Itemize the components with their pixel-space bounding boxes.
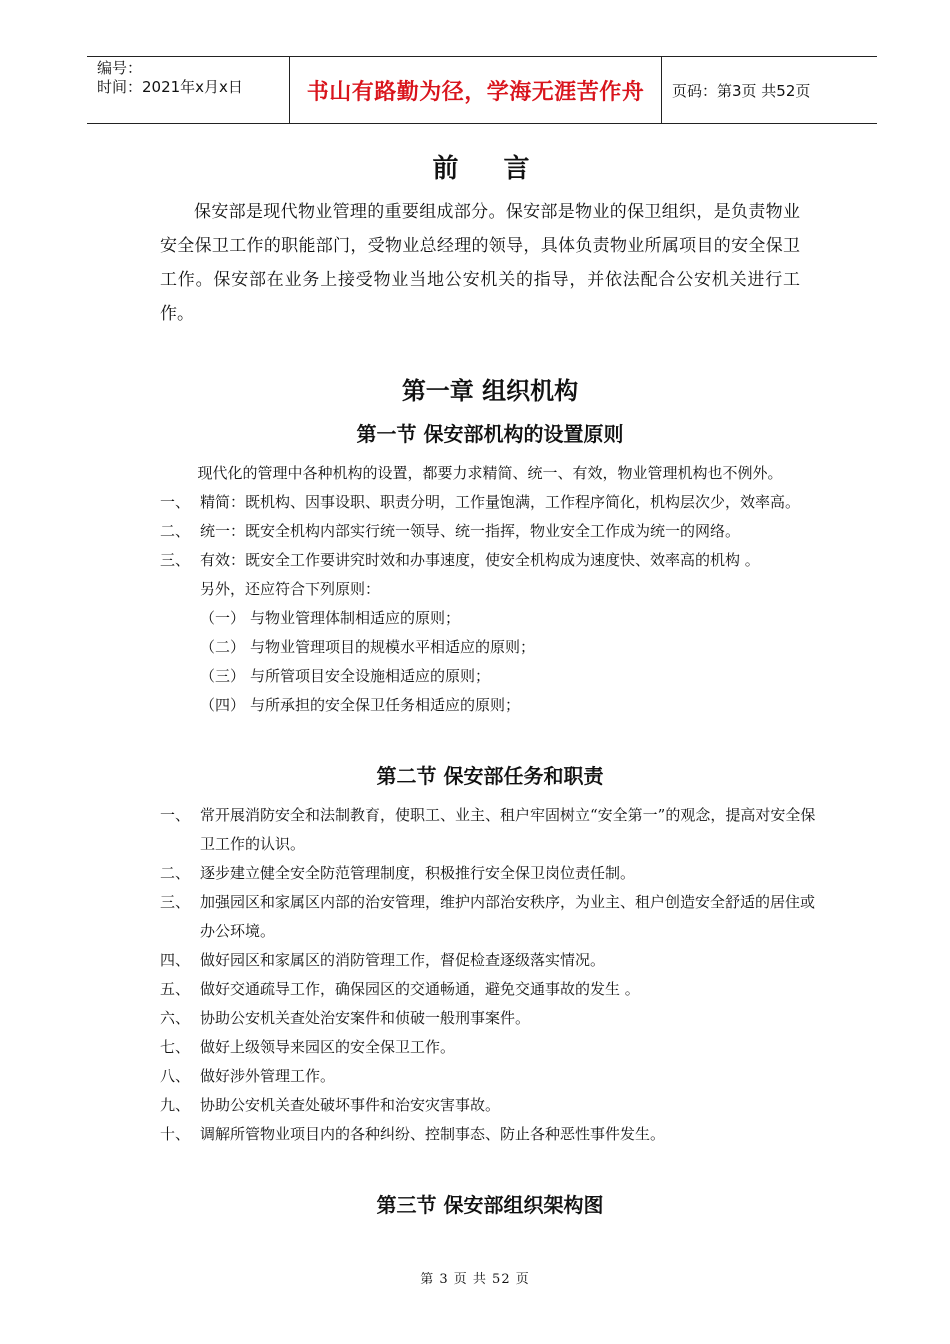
item-text: 调解所管物业项目内的各种纠纷、控制事态、防止各种恶性事件发生。 <box>200 1125 666 1143</box>
section-1-intro: 现代化的管理中各种机构的设置，都要力求精简、统一、有效，物业管理机构也不例外。 <box>197 464 783 482</box>
item-text: 做好涉外管理工作。 <box>200 1067 336 1085</box>
item-text: 精简：既机构、因事设职、职责分明，工作量饱满，工作程序简化，机构层次少，效率高。 <box>200 493 801 511</box>
list-item <box>160 801 820 859</box>
item-text: 做好交通疏导工作，确保园区的交通畅通，避免交通事故的发生 。 <box>200 980 640 998</box>
subitem-number: （二） <box>200 638 246 656</box>
item-text: 有效：既安全工作要讲究时效和办事速度，使安全机构成为速度快、效率高的机构 。 <box>200 551 760 569</box>
subitem-text: 与物业管理项目的规模水平相适应的原则； <box>250 638 536 656</box>
item-text: 常开展消防安全和法制教育，使职工、业主、租户牢固树立“安全第一”的观念，提高对安全保卫工作的认识。 <box>200 806 816 853</box>
header-meta <box>87 57 289 123</box>
document-body <box>160 140 820 1230</box>
subitem-text: 与物业管理体制相适应的原则； <box>250 609 461 627</box>
sublist-item <box>160 604 820 633</box>
subitem-number: （四） <box>200 696 246 714</box>
list-item <box>160 1120 820 1149</box>
section-3-title: 第三节 保安部组织架构图 <box>376 1193 604 1217</box>
sublist-item <box>160 633 820 662</box>
item-text: 做好园区和家属区的消防管理工作，督促检查逐级落实情况。 <box>200 951 606 969</box>
list-item <box>160 1033 820 1062</box>
subitem-number: （一） <box>200 609 246 627</box>
page-footer: 第 3 页 共 52 页 <box>420 1272 530 1287</box>
item-number: 四、 <box>160 951 191 969</box>
item-number: 三、 <box>160 551 191 569</box>
list-item <box>160 975 820 1004</box>
item-text: 统一：既安全机构内部实行统一领导、统一指挥，物业安全工作成为统一的网络。 <box>200 522 741 540</box>
header-page-info <box>662 57 877 123</box>
list-item <box>160 546 820 575</box>
time-label: 时间：2021年x月x日 <box>97 78 243 96</box>
subitem-number: （三） <box>200 667 246 685</box>
subitem-text: 与所管项目安全设施相适应的原则； <box>250 667 491 685</box>
item-number: 十、 <box>160 1125 191 1143</box>
item-number: 八、 <box>160 1067 191 1085</box>
item-number: 九、 <box>160 1096 191 1114</box>
section-1-title: 第一节 保安部机构的设置原则 <box>356 422 624 446</box>
sublist-item <box>160 662 820 691</box>
list-item <box>160 946 820 975</box>
principles-sublist <box>160 604 820 720</box>
section-2-list <box>160 801 820 1149</box>
motto: 书山有路勤为径，学海无涯苦作舟 <box>306 79 645 105</box>
section-2-title: 第二节 保安部任务和职责 <box>376 764 604 788</box>
list-item <box>160 488 820 517</box>
list-item <box>160 1062 820 1091</box>
item-number: 二、 <box>160 522 191 540</box>
preface-title: 前 言 <box>432 154 548 184</box>
page-header <box>87 56 877 124</box>
item-text: 协助公安机关查处治安案件和侦破一般刑事案件。 <box>200 1009 531 1027</box>
sublist-item <box>160 691 820 720</box>
header-motto-cell <box>289 57 662 123</box>
item-number: 二、 <box>160 864 191 882</box>
list-item <box>160 859 820 888</box>
list-item <box>160 517 820 546</box>
extra-principles-label: 另外，还应符合下列原则： <box>200 580 381 598</box>
list-item <box>160 1004 820 1033</box>
item-number: 六、 <box>160 1009 191 1027</box>
preface-text: 保安部是现代物业管理的重要组成部分。保安部是物业的保卫组织，是负责物业安全保卫工作的职能部门，受物业总经理的领导，具体负责物业所属项目的安全保卫工作。保安部在业务上接受物业当地公安机关的指导，并依法配合公安机关进行工作。 <box>160 202 800 324</box>
item-number: 三、 <box>160 893 191 911</box>
page-info: 页码：第3页 共52页 <box>672 81 811 100</box>
item-number: 七、 <box>160 1038 191 1056</box>
number-label: 编号： <box>97 59 143 77</box>
chapter-title: 第一章 组织机构 <box>401 377 579 405</box>
subitem-text: 与所承担的安全保卫任务相适应的原则； <box>250 696 521 714</box>
section-1-list <box>160 488 820 575</box>
item-text: 加强园区和家属区内部的治安管理，维护内部治安秩序，为业主、租户创造安全舒适的居住或办公环境。 <box>200 893 816 940</box>
list-item <box>160 1091 820 1120</box>
item-number: 一、 <box>160 806 191 824</box>
item-number: 五、 <box>160 980 191 998</box>
list-item <box>160 888 820 946</box>
item-text: 做好上级领导来园区的安全保卫工作。 <box>200 1038 456 1056</box>
item-text: 协助公安机关查处破坏事件和治安灾害事故。 <box>200 1096 501 1114</box>
item-number: 一、 <box>160 493 191 511</box>
item-text: 逐步建立健全安全防范管理制度，积极推行安全保卫岗位责任制。 <box>200 864 636 882</box>
